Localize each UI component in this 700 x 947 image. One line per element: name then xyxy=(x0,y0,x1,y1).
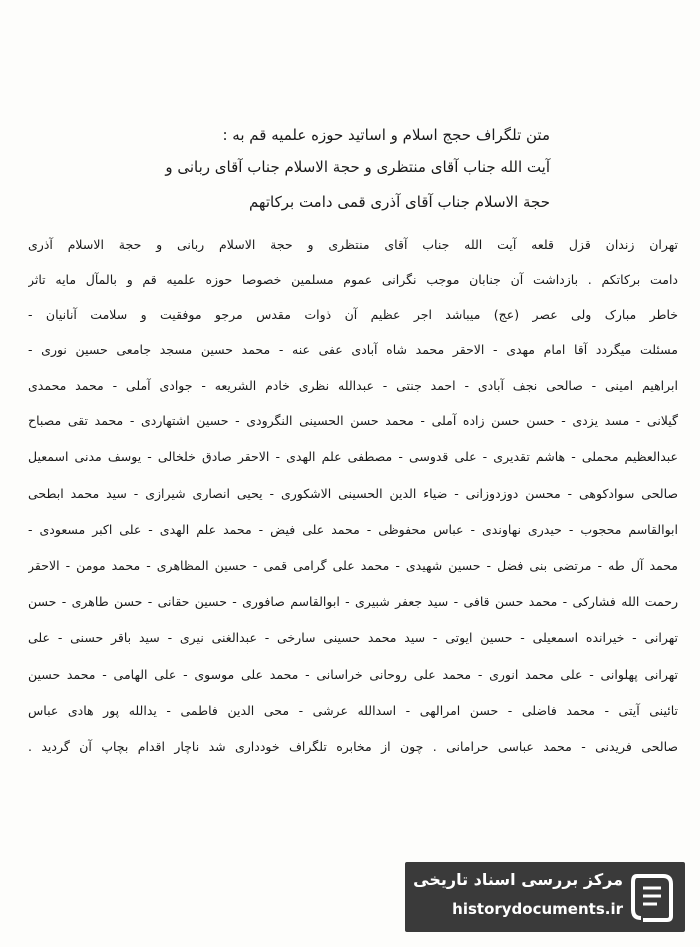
body-line-15: صالحی فریدنی - محمد عباسی حرامانی . چون از مخابره تلگراف خودداری شد ناچار اقدام بچاپ آن گردید . xyxy=(28,739,678,754)
body-line-4: مسئلت میگردد آقا امام مهدی - الاحقر محمد شاه آبادی عفی عنه - محمد حسین مسجد جامعی حسین نوری - xyxy=(28,342,678,357)
body-line-11: رحمت الله فشارکی - محمد حسن قافی - سید جعفر شبیری - ابوالقاسم صافوری - حسین حقانی - حسن طاهری - حسن xyxy=(28,594,678,609)
body-line-2: دامت برکاتکم . بازداشت آن جنابان موجب نگرانی عموم مسلمین خصوصا حوزه علمیه قم و بالمآل مایه تاثر xyxy=(28,272,678,287)
body-line-14: تائینی آیتی - محمد فاضلی - حسن امرالهی - اسدالله عرشی - محی الدین فاطمی - یدالله پور هادی عباس xyxy=(28,703,678,718)
body-line-7: عبدالعظیم محملی - هاشم تقدیری - علی قدوسی - مصطفی علم الهدی - الاحقر صادق خلخالی - یوسف مدنی اسمعیل xyxy=(28,449,678,464)
body-line-6: گیلانی - مسد یزدی - حسن حسن زاده آملی - محمد حسن الحسینی النگرودی - حسین اشتهاردی - محمد تقی مصباح xyxy=(28,413,678,428)
watermark-site: historydocuments.ir xyxy=(452,900,623,918)
body-line-13: تهرانی پهلوانی - علی محمد انوری - محمد علی روحانی خراسانی - محمد علی موسوی - علی الهامی - محمد حسین xyxy=(28,667,678,682)
document-scroll-logo-icon xyxy=(629,870,677,924)
archive-watermark xyxy=(405,862,685,932)
body-line-1: تهران زندان قزل قلعه آیت الله جناب آقای منتظری و حجة الاسلام ربانی و حجة الاسلام آذری xyxy=(28,237,678,252)
heading-line-3: حجة الاسلام جناب آقای آذری قمی دامت برکاتهم xyxy=(248,193,550,211)
watermark-name: مرکز بررسی اسناد تاریخی xyxy=(413,870,623,889)
body-line-8: صالحی سوادکوهی - محسن دوزدوزانی - ضیاء الدین الحسینی الاشکوری - یحیی انصاری شیرازی - سید محمد ابطحی xyxy=(28,486,678,501)
heading-line-2: آیت الله جناب آقای منتظری و حجة الاسلام جناب آقای ربانی و xyxy=(165,158,550,176)
body-line-12: تهرانی - خیرانده اسمعیلی - حسین ایوتی - سید محمد حسینی سارخی - عبدالغنی نیری - سید باقر حسنی - علی xyxy=(28,630,678,645)
body-line-5: ابراهیم امینی - صالحی نجف آبادی - احمد جنتی - عبدالله نظری خادم الشریعه - جوادی آملی - محمد محمدی xyxy=(28,378,678,393)
heading-line-1: متن تلگراف حجج اسلام و اساتید حوزه علمیه قم به : xyxy=(222,126,550,144)
body-line-10: محمد آل طه - مرتضی بنی فضل - حسین شهیدی - محمد علی گرامی قمی - حسین المظاهری - محمد مومن - الاحقر xyxy=(28,558,678,573)
body-line-9: ابوالقاسم محجوب - حیدری نهاوندی - عباس محفوظی - محمد علی فیض - محمد علم الهدی - علی اکبر مسعودی - xyxy=(28,522,678,537)
body-line-3: خاطر مبارک ولی عصر (عج) میباشد اجر عظیم آن ذوات مقدس مرجو موفقیت و سلامت آنانیان - xyxy=(28,307,678,322)
